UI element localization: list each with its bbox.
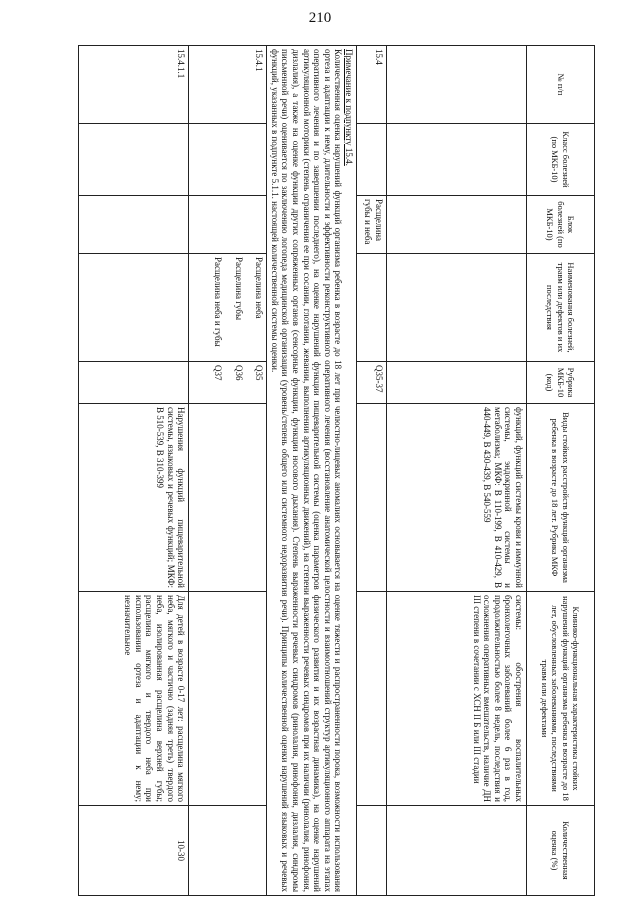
header-class: Класс болезней (по МКБ-10) [527, 124, 595, 196]
row-15-4-1-names [189, 254, 267, 362]
page-number: 210 [308, 10, 332, 26]
header-name: Наименования болезней, травм или дефектов и их последствия [527, 254, 595, 362]
disease-name-3: Расщелина неба и губы [212, 257, 223, 347]
disease-name-2: Расщелина губы [233, 257, 244, 320]
header-clinic: Клинико-функциональная характеристика стойких нарушений функций организма ребенка в возрасте до 18 лет, обусловленных заболеваниями, последствиями травм или дефектами [527, 592, 595, 806]
row-15-4-num: 15.4 [357, 46, 387, 124]
rotated-table-page [75, 45, 595, 895]
table-row-15-4 [357, 46, 387, 896]
row-15-4-block: Расщелина губы и неба [357, 196, 387, 254]
disease-code-1: Q35 [254, 365, 265, 381]
disability-criteria-table [78, 45, 595, 896]
row-15-4-1-codes [189, 362, 267, 404]
header-block: Блок болезней (по МКБ-10) [527, 196, 595, 254]
disease-name-1: Расщелина неба [254, 257, 265, 319]
row-15-4-1-1-score: 10-30 [79, 806, 189, 896]
note-title: Примечание к подпункту 15.4. [344, 49, 354, 166]
table-row-15-4-1 [189, 46, 267, 896]
table-row-15-4-1-1 [79, 46, 189, 896]
header-types: Виды стойких расстройств функций организма ребенка в возрасте до 18 лет. Рубрика МКФ [527, 404, 595, 592]
table-row-continuation [387, 46, 527, 896]
continuation-clinic-cell: системы: обострения воспалительных бронхолегочных заболеваний более 6 раз в год, продолжительностью более 8 недель, последствия и осложнения оперативных вмешательств, наличие ДН III степени в сочетании с ХСН II Б или III стадии [387, 592, 527, 806]
header-score: Количественная оценка (%) [527, 806, 595, 896]
row-15-4-code: Q35-37 [357, 362, 387, 404]
note-text: Количественная оценка нарушений функций организма ребенка в возрасте до 18 лет при челюстно-лицевых аномалиях основывается на оценке тяжести и распространенности порока, возможности использования ортеза и адаптации к нему, длительности и эффективности реконструктивного оперативного лечения (восстановление анатомической целостности и взаимоотношений структур артикуляционного аппарата на этапах оперативного лечения и по завершении последнего), на оценке нарушений функции пищеварительной системы (оценка параметров физического развития и их возрастная динамика), на оценке нарушений артикуляционной моторики (степень ограничения ее при сосании, глотании, жевании, выполнении артикуляционных движений), на степени выраженности речевых синдромов при их наличии (ринолалия, ринофония, дизлалия), а также на оценке функции других сопряженных органов (сенсорные функции, функции носового дыхания). Степень выраженности речевых синдромов (ринолалия, ринофония, дизлалия, синдромы письменной речи) оценивается по заключению логопеда медицинской организации (уровень/степень общего или системного недоразвития речи). Принципы количественной оценки нарушений языковых и речевых функций, указанных в подпункте 5.1.1. настоящей количественной системы оценки. [269, 49, 344, 892]
row-15-4-1-1-types: Нарушения функций пищеварительной системы, языковых и речевых функций; МКФ: В 510-539, В 310-399 [79, 404, 189, 592]
disease-code-3: Q37 [212, 365, 223, 381]
row-15-4-1-1-clinic: Для детей в возрасте 0-17 лет: расщелина мягкого неба, мягкого и частично (задняя треть) твердого неба, изолированная расщелина верхней губы; расщелина мягкого и твердого неба при использовании ортеза и адаптации к нему; незначительное [79, 592, 189, 806]
row-15-4-1-1-num: 15.4.1.1 [79, 46, 189, 124]
disease-code-2: Q36 [233, 365, 244, 381]
note-cell [267, 46, 357, 896]
header-num: № п/п [527, 46, 595, 124]
table-header-row [527, 46, 595, 896]
table-note-row [267, 46, 357, 896]
row-15-4-1-num: 15.4.1 [189, 46, 267, 124]
continuation-types-cell: функций, функций системы крови и иммунной системы, эндокринной системы и метаболизма; МКФ: В 110-199, В 410-429, В 440-449, В 430-439, В 540-559 [387, 404, 527, 592]
header-code: Рубрика МКБ-10 (код) [527, 362, 595, 404]
